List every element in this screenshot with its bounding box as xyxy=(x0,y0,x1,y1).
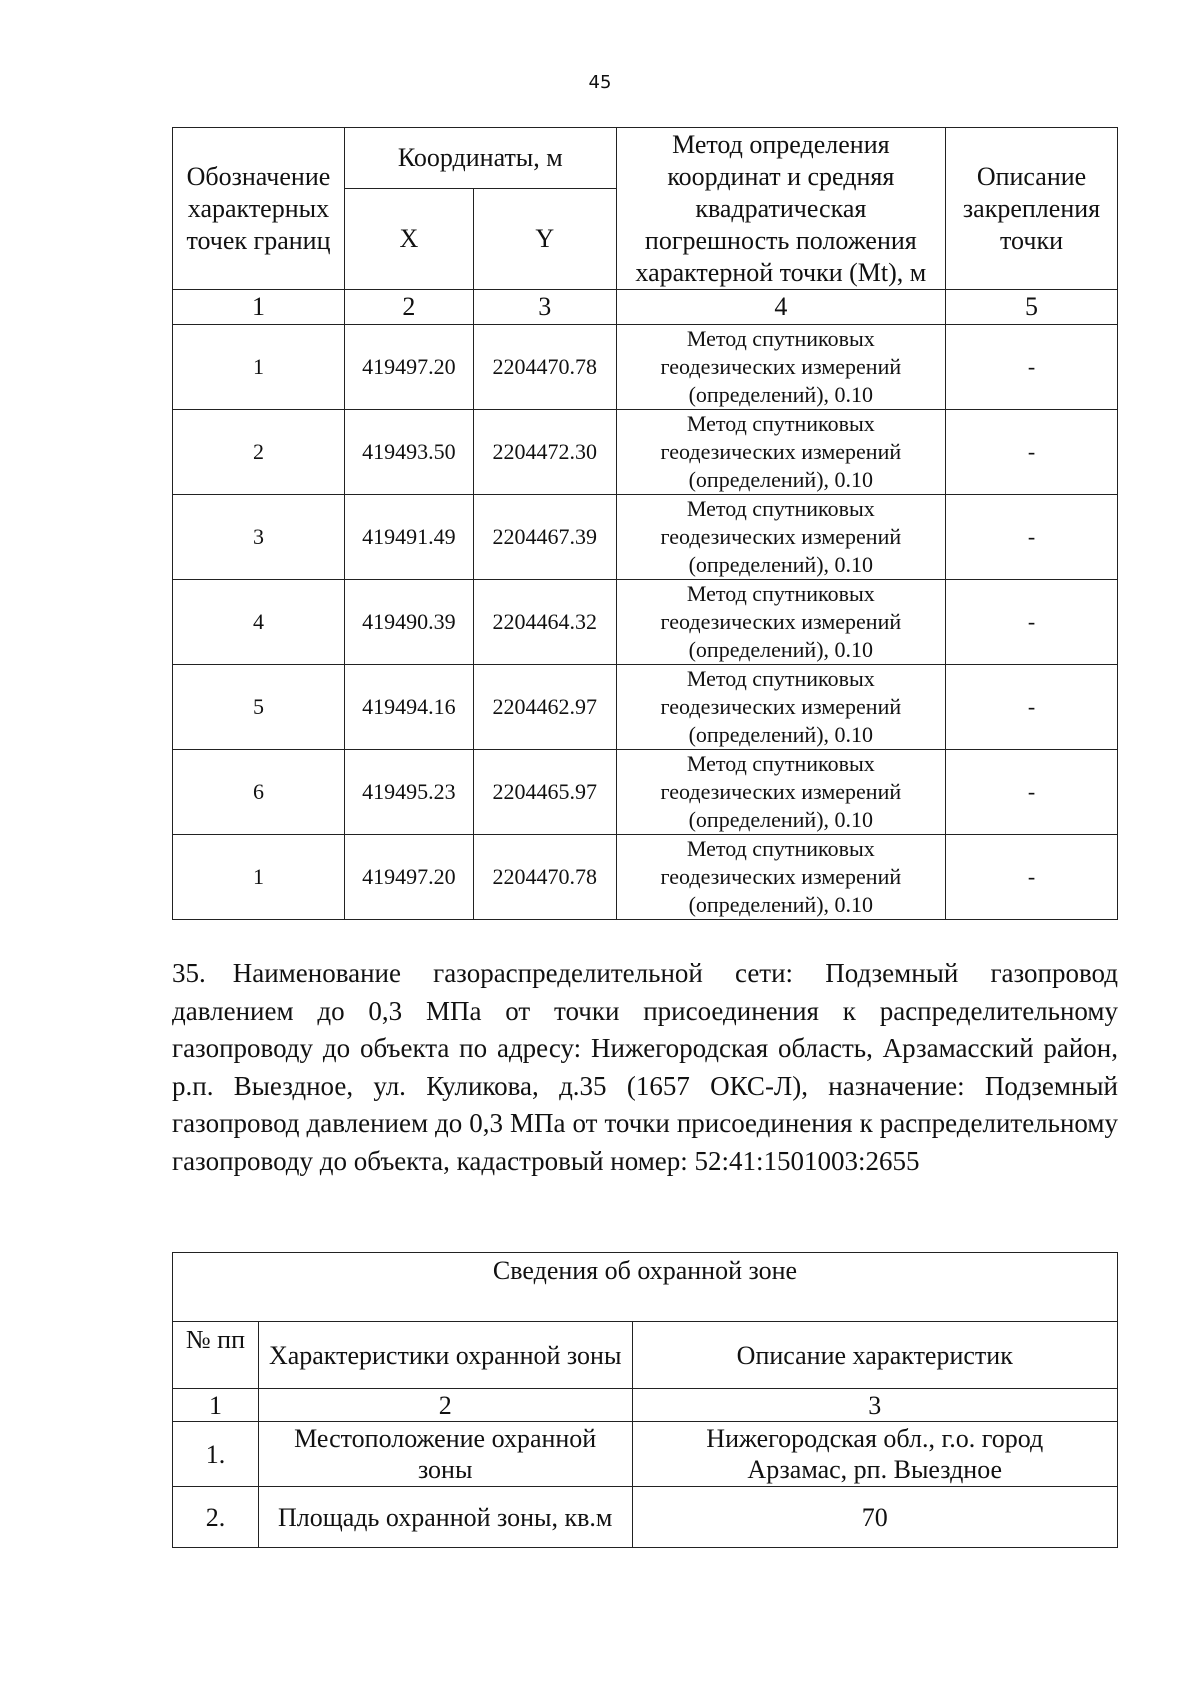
point-id: 1 xyxy=(173,325,345,410)
row-characteristic: Местоположение охранной зоны xyxy=(258,1422,632,1487)
method-value: Метод спутниковых геодезических измерений (определений), 0.10 xyxy=(616,495,945,580)
y-value: 2204464.32 xyxy=(473,580,616,665)
column-number: 1 xyxy=(173,290,345,325)
x-value: 419490.39 xyxy=(344,580,473,665)
table-row xyxy=(173,495,1118,580)
header-fixing: Описание закрепления точки xyxy=(946,128,1118,290)
row-num: 2. xyxy=(173,1487,259,1548)
header-x: X xyxy=(344,189,473,290)
table-row xyxy=(173,1422,1118,1487)
table-row xyxy=(173,665,1118,750)
point-id: 1 xyxy=(173,835,345,920)
header-num: № пп xyxy=(173,1322,259,1389)
row-characteristic: Площадь охранной зоны, кв.м xyxy=(258,1487,632,1548)
x-value: 419497.20 xyxy=(344,835,473,920)
header-y: Y xyxy=(473,189,616,290)
fixing-value: - xyxy=(946,750,1118,835)
section-paragraph: 35. Наименование газораспределительной сети: Подземный газопровод давлением до 0,3 МПа от точки присоединения к распределительному газопроводу до объекта по адресу: Нижегородская область, Арзамасский район, р.п. Выездное, ул. Куликова, д.35 (1657 ОКС-Л), назначение: Подземный газопровод давлением до 0,3 МПа от точки присоединения к распределительному газопроводу до объекта, кадастровый номер: 52:41:1501003:2655 xyxy=(172,958,1118,1176)
x-value: 419495.23 xyxy=(344,750,473,835)
table-row xyxy=(173,835,1118,920)
method-value: Метод спутниковых геодезических измерений (определений), 0.10 xyxy=(616,580,945,665)
x-value: 419497.20 xyxy=(344,325,473,410)
fixing-value: - xyxy=(946,410,1118,495)
header-designation: Обозначение характерных точек границ xyxy=(173,128,345,290)
point-id: 3 xyxy=(173,495,345,580)
x-value: 419493.50 xyxy=(344,410,473,495)
column-number: 1 xyxy=(173,1389,259,1422)
column-number: 2 xyxy=(344,290,473,325)
point-id: 4 xyxy=(173,580,345,665)
y-value: 2204465.97 xyxy=(473,750,616,835)
fixing-value: - xyxy=(946,495,1118,580)
y-value: 2204472.30 xyxy=(473,410,616,495)
column-number: 2 xyxy=(258,1389,632,1422)
y-value: 2204467.39 xyxy=(473,495,616,580)
fixing-value: - xyxy=(946,325,1118,410)
row-num: 1. xyxy=(173,1422,259,1487)
table-row xyxy=(173,1487,1118,1548)
table-row xyxy=(173,580,1118,665)
page-number: 45 xyxy=(588,72,612,93)
method-value: Метод спутниковых геодезических измерений (определений), 0.10 xyxy=(616,325,945,410)
fixing-value: - xyxy=(946,835,1118,920)
column-number: 3 xyxy=(632,1389,1117,1422)
method-value: Метод спутниковых геодезических измерений (определений), 0.10 xyxy=(616,750,945,835)
column-number: 4 xyxy=(616,290,945,325)
coordinates-table xyxy=(172,127,1118,920)
fixing-value: - xyxy=(946,665,1118,750)
method-value: Метод спутниковых геодезических измерений (определений), 0.10 xyxy=(616,835,945,920)
y-value: 2204470.78 xyxy=(473,325,616,410)
protection-zone-table xyxy=(172,1252,1118,1548)
point-id: 6 xyxy=(173,750,345,835)
header-coordinates: Координаты, м xyxy=(344,128,616,189)
x-value: 419491.49 xyxy=(344,495,473,580)
header-method: Метод определения координат и средняя квадратическая погрешность положения характерной точки (Mt), м xyxy=(616,128,945,290)
method-value: Метод спутниковых геодезических измерений (определений), 0.10 xyxy=(616,665,945,750)
header-characteristic: Характеристики охранной зоны xyxy=(258,1322,632,1389)
zone-table-title: Сведения об охранной зоне xyxy=(173,1253,1118,1322)
x-value: 419494.16 xyxy=(344,665,473,750)
y-value: 2204470.78 xyxy=(473,835,616,920)
point-id: 5 xyxy=(173,665,345,750)
y-value: 2204462.97 xyxy=(473,665,616,750)
fixing-value: - xyxy=(946,580,1118,665)
table-row xyxy=(173,410,1118,495)
row-description: Нижегородская обл., г.о. город Арзамас, рп. Выездное xyxy=(632,1422,1117,1487)
point-id: 2 xyxy=(173,410,345,495)
table-row xyxy=(173,325,1118,410)
column-number: 5 xyxy=(946,290,1118,325)
table-row xyxy=(173,750,1118,835)
column-number: 3 xyxy=(473,290,616,325)
header-description: Описание характеристик xyxy=(632,1322,1117,1389)
method-value: Метод спутниковых геодезических измерений (определений), 0.10 xyxy=(616,410,945,495)
row-description: 70 xyxy=(632,1487,1117,1548)
